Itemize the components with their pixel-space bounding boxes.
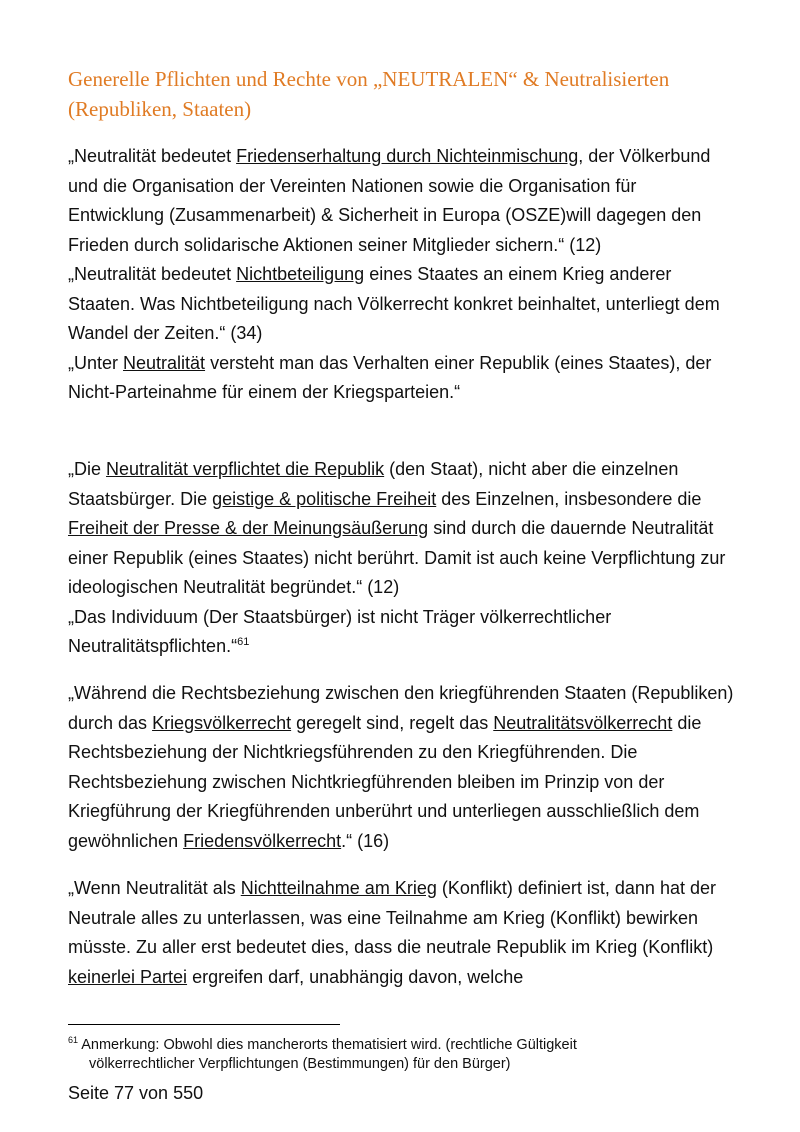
paragraph-7: [68, 874, 736, 992]
quote-block-1: [68, 142, 736, 408]
paragraph-5: [68, 603, 736, 662]
underlined-term: Friedenserhaltung durch Nichteinmischung: [236, 146, 579, 166]
text-run: „Unter: [68, 352, 124, 373]
footnote: [68, 1036, 736, 1074]
text-run: „Neutralität bedeutet: [68, 146, 237, 166]
quote-block-2: [68, 455, 736, 662]
paragraph-6: [68, 679, 736, 856]
page-number: Seite 77 von 550: [68, 1083, 204, 1103]
footnote-text: Anmerkung: Obwohl dies mancherorts thematisiert wird. (rechtliche Gültigkeit: [78, 1037, 577, 1053]
footnote-reference: 61: [237, 636, 250, 648]
paragraph-3: [68, 349, 736, 408]
text-run: „Während die Rechtsbeziehung zwischen den kriegführenden Staaten (Republiken) durch das: [68, 683, 734, 733]
text-run: geregelt sind, regelt das: [291, 712, 494, 733]
heading-line-2: (Republiken, Staaten): [68, 97, 252, 121]
text-run: „Wenn Neutralität als: [68, 878, 241, 898]
paragraph-4: [68, 455, 736, 603]
underlined-term: Kriegsvölkerrecht: [152, 712, 292, 733]
heading-line-1: Generelle Pflichten und Rechte von „NEUTRALEN“ & Neutralisierten: [68, 67, 670, 91]
underlined-term: keinerlei Partei: [68, 966, 188, 987]
footnote-line-1: [68, 1036, 736, 1055]
text-run: .“ (16): [341, 830, 390, 851]
footnote-separator: [68, 1024, 340, 1025]
text-run: „Das Individuum (Der Staatsbürger) ist nicht Träger völkerrechtlicher Neutralitätspflichten.“: [68, 606, 612, 656]
underlined-term: Neutralitätsvölkerrecht: [493, 712, 673, 733]
text-run: eines Staates an einem Krieg anderer Staaten. Was Nichtbeteiligung nach Völkerrecht konkret beinhaltet, unterliegt dem Wandel der Zeiten.“ (34): [68, 264, 720, 343]
underlined-term: Friedensvölkerrecht: [183, 830, 342, 851]
underlined-term: Nichtteilnahme am Krieg: [240, 878, 437, 898]
underlined-term: Neutralität verpflichtet die Republik: [106, 459, 385, 479]
text-run: versteht man das Verhalten einer Republik (eines Staates), der Nicht-Parteinahme für einem der Kriegsparteien.“: [68, 352, 712, 402]
underlined-term: Freiheit der Presse & der Meinungsäußerung: [68, 518, 429, 538]
text-run: (Konflikt) definiert ist, dann hat der Neutrale alles zu unterlassen, was eine Teilnahme am Krieg (Konflikt) bewirken müsste. Zu aller erst bedeutet dies, dass die neutrale Republik im Krieg (Konflikt): [68, 878, 716, 957]
text-run: „Die: [68, 459, 107, 479]
section-heading: [68, 64, 736, 124]
paragraph-2: [68, 260, 736, 349]
quote-block-3: [68, 679, 736, 856]
underlined-term: Nichtbeteiligung: [236, 264, 365, 284]
text-run: „Neutralität bedeutet: [68, 264, 237, 284]
text-run: ergreifen darf, unabhängig davon, welche: [187, 966, 524, 987]
underlined-term: geistige & politische Freiheit: [212, 488, 437, 509]
quote-block-4: [68, 874, 736, 992]
text-run: des Einzelnen, insbesondere die: [436, 488, 702, 509]
text-run: , der Völkerbund und die Organisation der Vereinten Nationen sowie die Organisation für Entwicklung (Zusammenarbeit) & Sicherheit in Europa (OSZE)will dagegen den Frieden durch solidarische Aktionen seiner Mitglieder sichern.“ (12): [68, 146, 711, 255]
text-run: sind durch die dauernde Neutralität einer Republik (eines Staates) nicht berührt. Damit ist auch keine Verpflichtung zur ideologischen Neutralität begründet.“ (12): [68, 518, 726, 597]
underlined-term: Neutralität: [123, 352, 206, 373]
text-run: (den Staat), nicht aber die einzelnen Staatsbürger. Die: [68, 459, 679, 509]
paragraph-1: [68, 142, 736, 260]
footnote-line-2: völkerrechtlicher Verpflichtungen (Bestimmungen) für den Bürger): [89, 1056, 511, 1072]
text-run: die Rechtsbeziehung der Nichtkriegsführenden zu den Kriegführenden. Die Rechtsbeziehung zwischen Nichtkriegführenden bleiben im Prinzip von der Kriegführung der Kriegführenden unberührt und unterliegen ausschließlich dem gewöhnlichen: [68, 712, 702, 851]
footnote-number: 61: [68, 1035, 79, 1046]
